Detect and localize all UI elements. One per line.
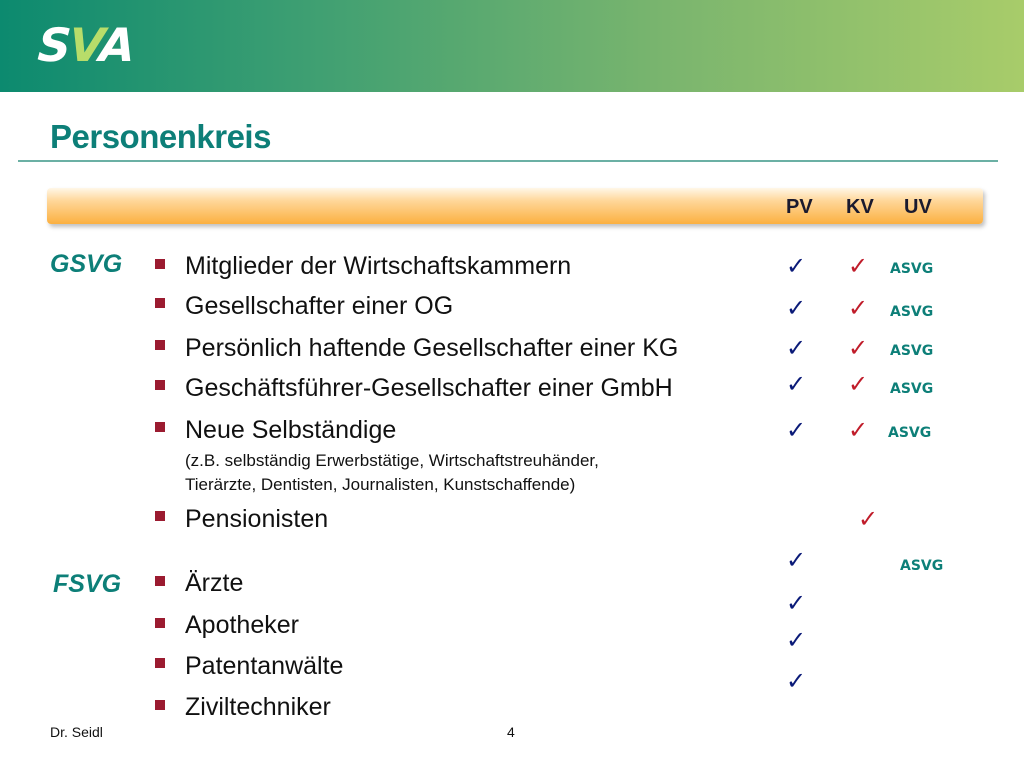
bullet-icon — [155, 700, 165, 710]
bullet-icon — [155, 511, 165, 521]
bullet-icon — [155, 576, 165, 586]
title-divider — [18, 160, 998, 162]
list-item: Pensionisten — [185, 505, 329, 533]
pv-check-icon: ✓ — [786, 294, 807, 322]
kv-check-icon: ✓ — [848, 294, 869, 322]
pv-check-icon: ✓ — [786, 416, 807, 444]
sva-logo: SVA — [36, 18, 136, 72]
pv-check-icon: ✓ — [786, 589, 807, 617]
page-number: 4 — [507, 724, 515, 740]
uv-asvg-label: ASVG — [890, 261, 934, 277]
column-header-pv: PV — [786, 196, 813, 218]
kv-check-icon: ✓ — [858, 505, 879, 533]
list-item: Persönlich haftende Gesellschafter einer KG — [185, 334, 679, 362]
list-item-subtext: Tierärzte, Dentisten, Journalisten, Kunstschaffende) — [185, 475, 576, 494]
kv-check-icon: ✓ — [848, 370, 869, 398]
pv-check-icon: ✓ — [786, 370, 807, 398]
list-item: Gesellschafter einer OG — [185, 292, 454, 320]
pv-check-icon: ✓ — [786, 546, 807, 574]
bullet-icon — [155, 658, 165, 668]
bullet-icon — [155, 259, 165, 269]
list-item: Apotheker — [185, 611, 299, 639]
list-item: Ziviltechniker — [185, 693, 331, 721]
kv-check-icon: ✓ — [848, 416, 869, 444]
bullet-icon — [155, 618, 165, 628]
kv-check-icon: ✓ — [848, 252, 869, 280]
uv-asvg-label: ASVG — [888, 425, 932, 441]
pv-check-icon: ✓ — [786, 626, 807, 654]
bullet-icon — [155, 298, 165, 308]
bullet-icon — [155, 380, 165, 390]
footer-author: Dr. Seidl — [50, 724, 103, 740]
pv-check-icon: ✓ — [786, 334, 807, 362]
header-band — [0, 0, 1024, 92]
list-item: Geschäftsführer-Gesellschafter einer GmbH — [185, 374, 673, 402]
section-label-fsvg: FSVG — [53, 570, 122, 598]
list-item: Patentanwälte — [185, 652, 344, 680]
uv-asvg-label: ASVG — [890, 343, 934, 359]
bullet-icon — [155, 340, 165, 350]
uv-asvg-label: ASVG — [890, 381, 934, 397]
pv-check-icon: ✓ — [786, 252, 807, 280]
section-label-gsvg: GSVG — [50, 250, 123, 278]
kv-check-icon: ✓ — [848, 334, 869, 362]
pv-check-icon: ✓ — [786, 667, 807, 695]
uv-asvg-label: ASVG — [890, 304, 934, 320]
column-header-uv: UV — [904, 196, 932, 218]
bullet-icon — [155, 422, 165, 432]
list-item-subtext: (z.B. selbständig Erwerbstätige, Wirtschaftstreuhänder, — [185, 451, 599, 470]
uv-asvg-label: ASVG — [900, 558, 944, 574]
column-header-kv: KV — [846, 196, 874, 218]
list-item: Neue Selbständige — [185, 416, 397, 444]
column-header-bar — [47, 188, 983, 224]
page-title: Personenkreis — [50, 118, 271, 155]
list-item: Ärzte — [185, 569, 244, 597]
list-item: Mitglieder der Wirtschaftskammern — [185, 252, 572, 280]
